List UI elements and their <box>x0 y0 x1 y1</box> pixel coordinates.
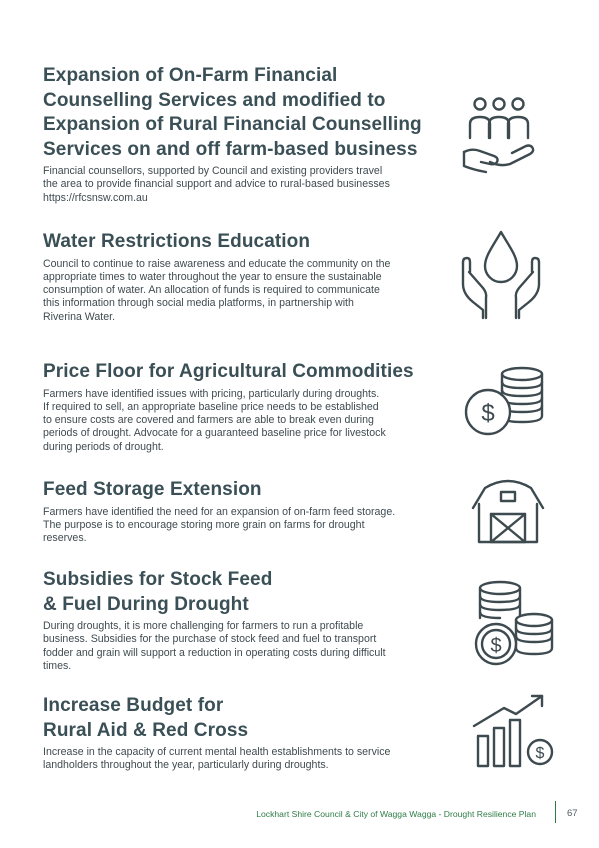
section-title: Price Floor for Agricultural Commodities <box>43 361 414 382</box>
section-subsidies <box>43 568 443 673</box>
section-water-restrictions <box>43 230 443 324</box>
coin-stack-icon <box>462 366 546 436</box>
section-budget-rural-aid <box>43 694 443 773</box>
section-body: Council to continue to raise awareness and educate the community on the appropriate times to water throughout the year to ensure the sustainable consumption of water. An allocation of funds is required to communicate this information through social media platforms, in partnership with Riverina Water. <box>43 257 391 323</box>
footer-divider <box>555 801 556 823</box>
water-drop-hands-icon <box>455 228 547 320</box>
section-title: Increase Budget for Rural Aid & Red Cross <box>43 695 249 741</box>
section-body: Farmers have identified issues with pricing, particularly during droughts. If required to sell, an appropriate baseline price needs to be established to ensure costs are covered and farmers are able to break even during periods of drought. Advocate for a guaranteed baseline price for livestock during periods of drought. <box>43 387 386 453</box>
section-body: During droughts, it is more challenging for farmers to run a profitable business. Subsidies for the purchase of stock feed and fuel to transport fodder and grain will support a reduction in operating costs during difficult times. <box>43 620 386 672</box>
svg-text:$: $ <box>490 635 502 657</box>
page-number: 67 <box>567 808 578 819</box>
section-title: Expansion of On-Farm Financial Counselling Services and modified to Expansion of Rural Financial Counselling Services on and off farm-based business <box>43 65 422 160</box>
section-body: Increase in the capacity of current mental health establishments to service landholders throughout the year, particularly during droughts. <box>43 746 391 772</box>
barn-icon <box>471 478 545 544</box>
section-body: Farmers have identified the need for an expansion of on-farm feed storage. The purpose is to encourage storing more grain on farms for drought reserves. <box>43 505 396 545</box>
section-feed-storage <box>43 478 443 545</box>
svg-text:$: $ <box>535 745 545 762</box>
growth-chart-icon <box>470 692 556 772</box>
svg-text:$: $ <box>481 400 495 427</box>
section-title: Feed Storage Extension <box>43 479 262 500</box>
section-price-floor <box>43 360 443 454</box>
section-title: Subsidies for Stock Feed & Fuel During Drought <box>43 569 273 615</box>
section-body: Financial counsellors, supported by Council and existing providers travel the area to provide financial support and advice to rural-based businesses https://rfcsnsw.com.au <box>43 165 390 204</box>
footer-document-title: Lockhart Shire Council & City of Wagga Wagga - Drought Resilience Plan <box>256 809 536 819</box>
section-financial-counselling <box>43 64 443 205</box>
section-title: Water Restrictions Education <box>43 231 311 252</box>
coins-stacks-icon <box>468 578 558 670</box>
people-in-hand-icon <box>462 96 536 176</box>
